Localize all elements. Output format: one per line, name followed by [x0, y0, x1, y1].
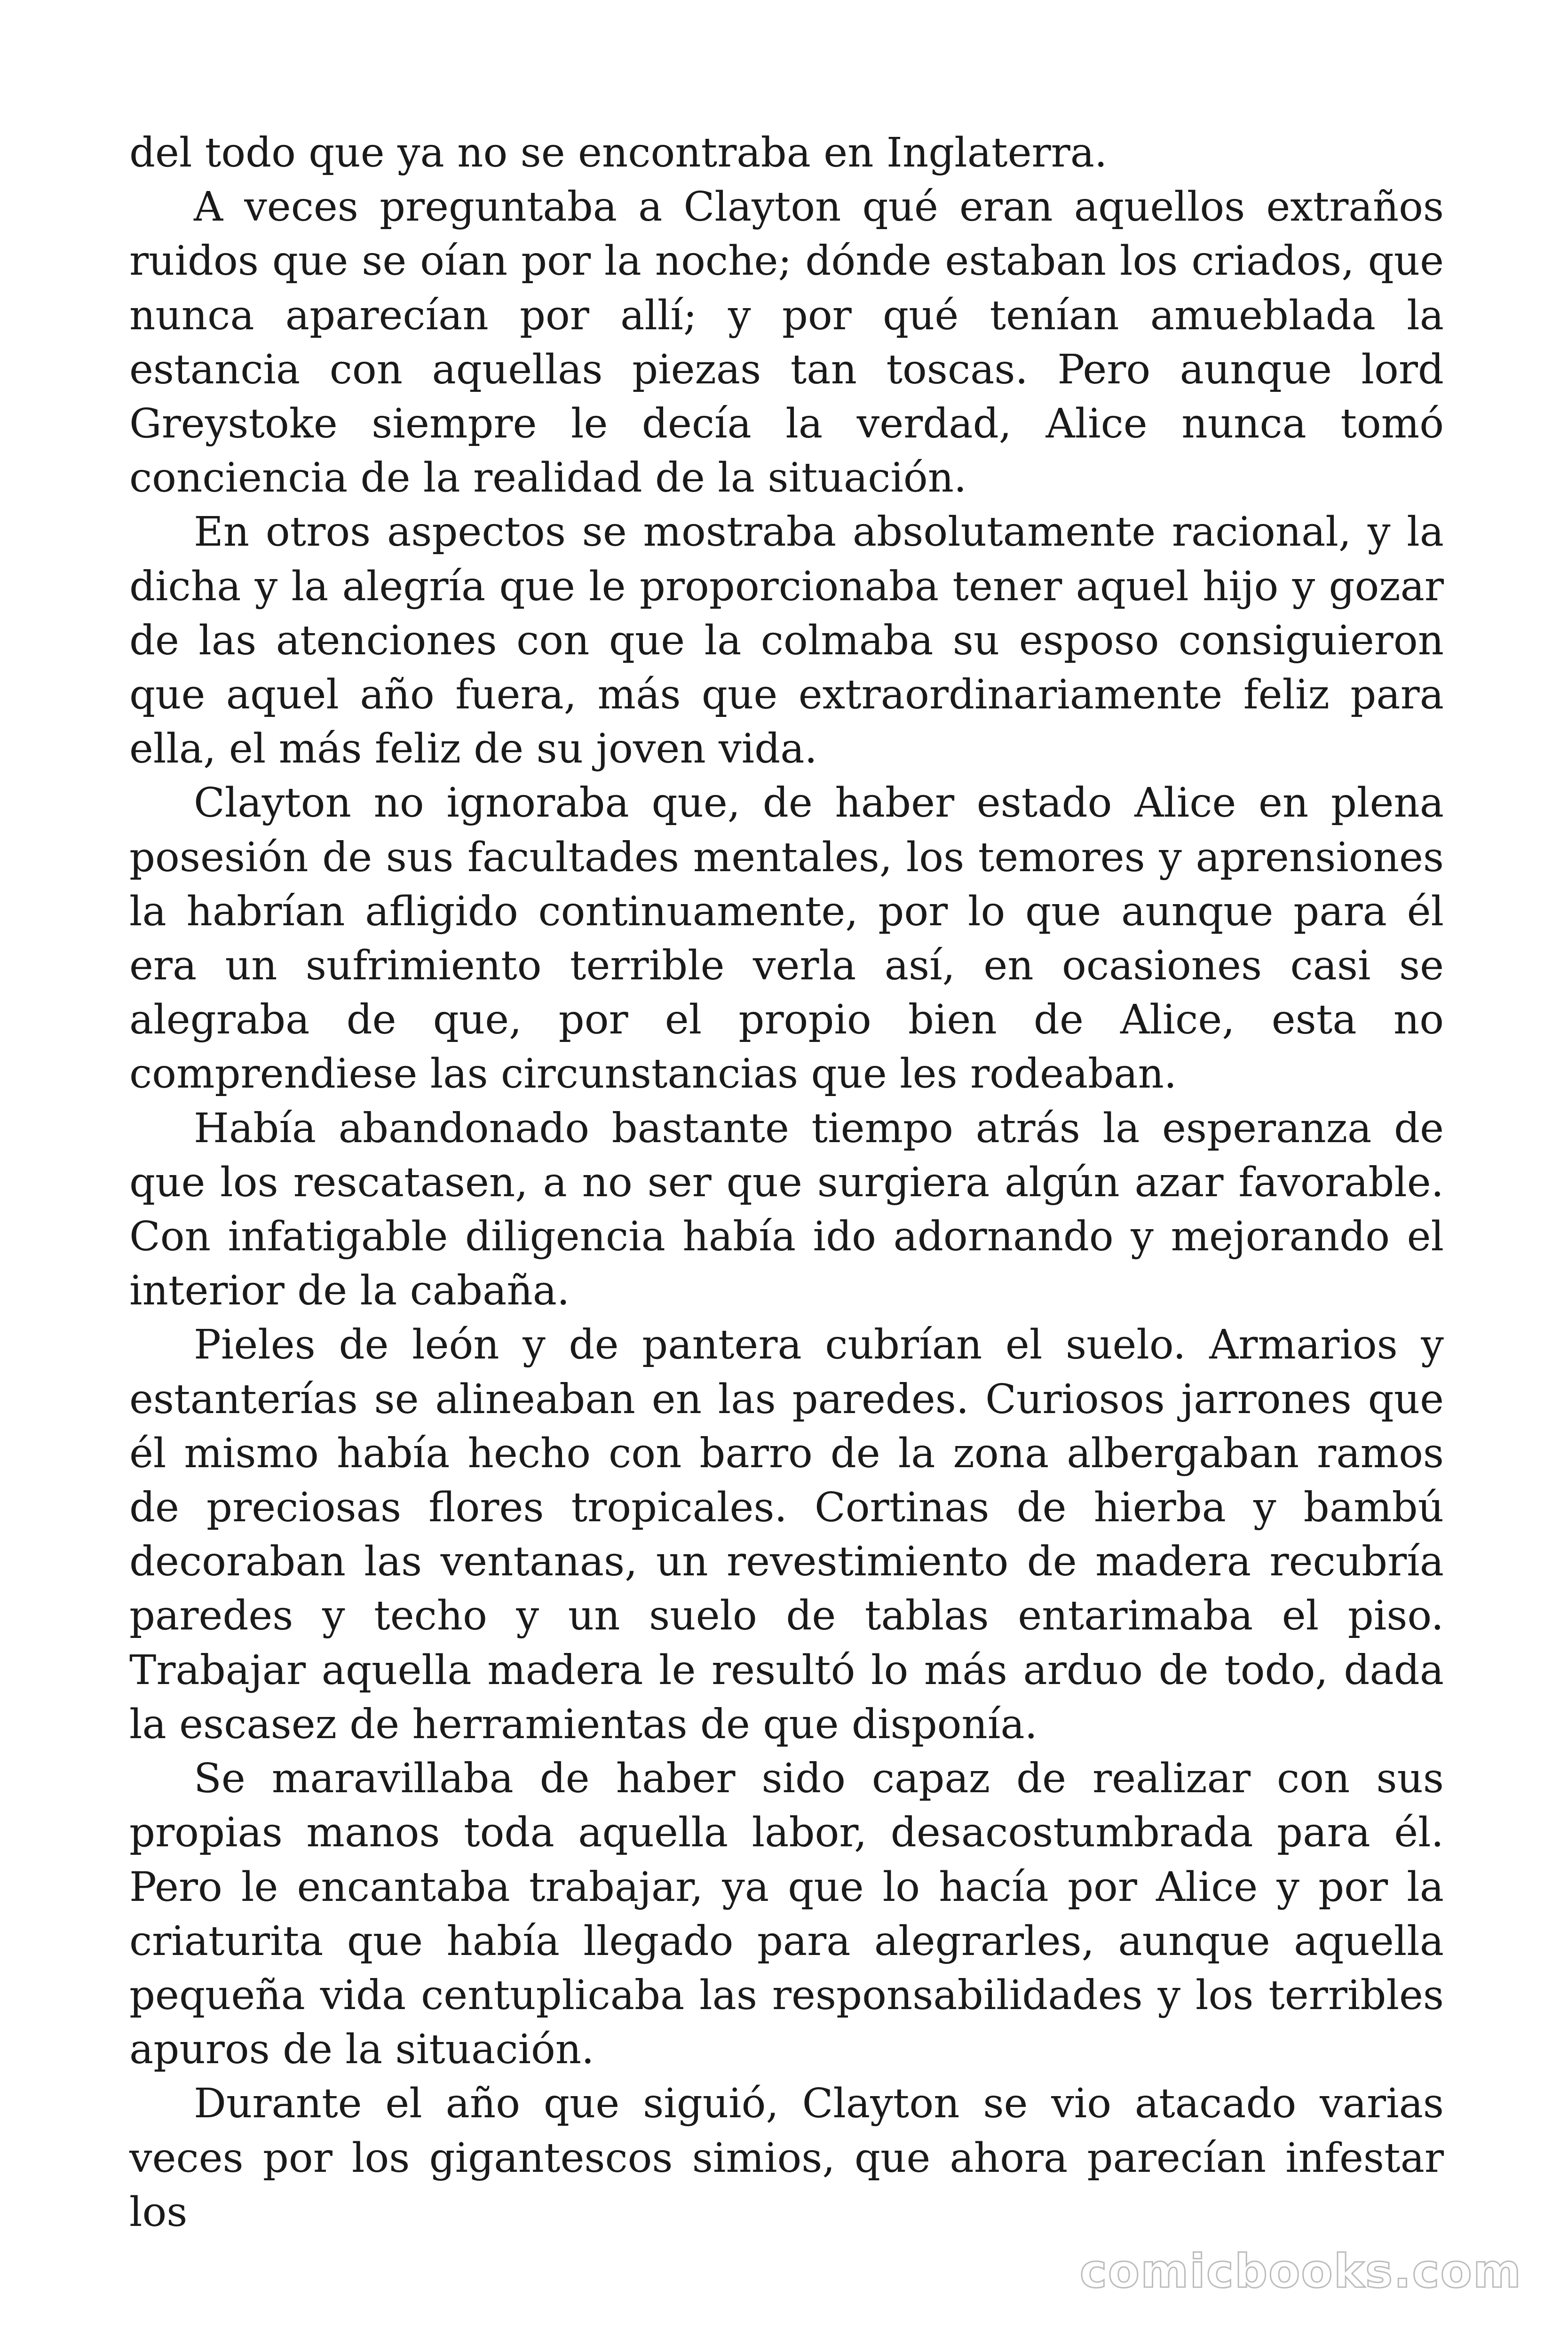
watermark-logo: comicbooks.com	[1079, 2245, 1522, 2298]
paragraph-continuation: del todo que ya no se encontraba en Inglaterra.	[129, 129, 1108, 176]
paragraph: Pieles de león y de pantera cubrían el suelo. Armarios y estanterías se alineaban en las paredes. Curiosos jarrones que él mismo había hecho con barro de la zona albergaban ramos de preciosas flores tropicales. Cortinas de hierba y bambú decoraban las ventanas, un revestimiento de madera recubría paredes y techo y un suelo de tablas entarimaba el piso. Trabajar aquella madera le resultó lo más arduo de todo, dada la escasez de herramientas de que disponía.	[129, 1321, 1444, 1748]
paragraph-continues-next-page: Durante el año que siguió, Clayton se vio atacado varias veces por los gigantescos simios, que ahora parecían infestar los	[129, 2080, 1444, 2236]
paragraph: En otros aspectos se mostraba absolutamente racional, y la dicha y la alegría que le proporcionaba tener aquel hijo y gozar de las atenciones con que la colmaba su esposo consiguieron que aquel año fuera, más que extraordinariamente feliz para ella, el más feliz de su joven vida.	[129, 509, 1444, 773]
paragraph: A veces preguntaba a Clayton qué eran aquellos extraños ruidos que se oían por la noche; dónde estaban los criados, que nunca aparecían por allí; y por qué tenían amueblada la estancia con aquellas piezas tan toscas. Pero aunque lord Greystoke siempre le decía la verdad, Alice nunca tomó conciencia de la realidad de la situación.	[129, 183, 1444, 502]
paragraph: Clayton no ignoraba que, de haber estado Alice en plena posesión de sus facultades mentales, los temores y aprensiones la habrían afligido continuamente, por lo que aunque para él era un sufrimiento terrible verla así, en ocasiones casi se alegraba de que, por el propio bien de Alice, esta no comprendiese las circunstancias que les rodeaban.	[129, 779, 1444, 1098]
paragraph: Se maravillaba de haber sido capaz de realizar con sus propias manos toda aquella labor, desacostumbrada para él. Pero le encantaba trabajar, ya que lo hacía por Alice y por la criaturita que había llegado para alegrarles, aunque aquella pequeña vida centuplicaba las responsabilidades y los terribles apuros de la situación.	[129, 1755, 1444, 2074]
book-page-text	[129, 126, 1444, 2240]
paragraph: Había abandonado bastante tiempo atrás la esperanza de que los rescatasen, a no ser que surgiera algún azar favorable. Con infatigable diligencia había ido adornando y mejorando el interior de la cabaña.	[129, 1104, 1444, 1315]
